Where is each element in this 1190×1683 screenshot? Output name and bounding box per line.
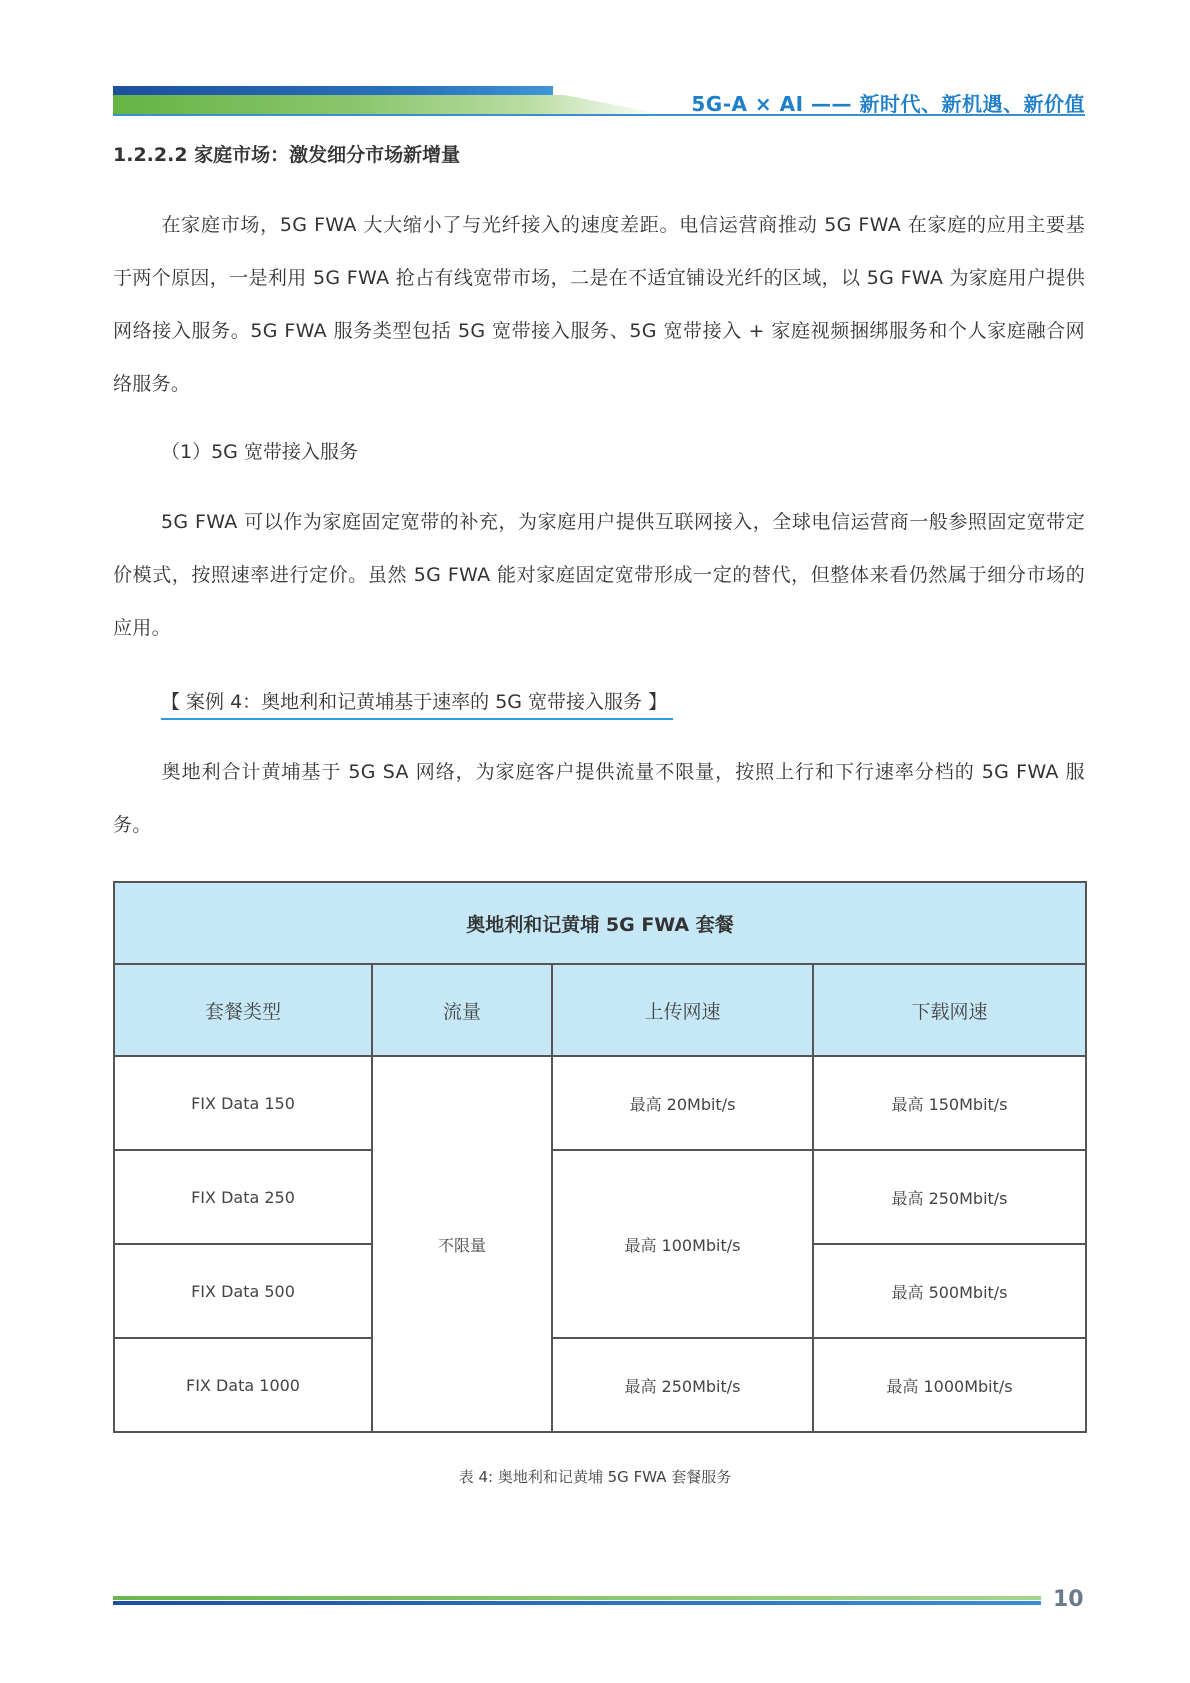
paragraph-fwa-supplement <box>113 496 1085 655</box>
plan-name-cell: FIX Data 1000 <box>114 1338 372 1432</box>
column-header-traffic: 流量 <box>372 964 552 1056</box>
subheading-broadband-service: （1）5G 宽带接入服务 <box>161 441 358 463</box>
paragraph-home-market <box>113 199 1085 411</box>
paragraph-case-description <box>113 746 1085 852</box>
table-row <box>114 1056 1086 1150</box>
header-decoration <box>113 86 663 116</box>
paragraph-text: 在家庭市场，5G FWA 大大缩小了与光纤接入的速度差距。电信运营商推动 5G FWA 在家庭的应用主要基于两个原因，一是利用 5G FWA 抢占有线宽带市场，二是在不适宜铺设光纤的区域，以 5G FWA 为家庭用户提供网络接入服务。5G FWA 服务类型包括 5G 宽带接入服务、5G 宽带接入 + 家庭视频捆绑服务和个人家庭融合网络服务。 <box>113 214 1085 395</box>
table-caption: 表 4: 奥地利和记黄埔 5G FWA 套餐服务 <box>458 1468 732 1486</box>
table-row <box>114 1150 1086 1244</box>
footer-decoration <box>113 1596 1041 1606</box>
paragraph-text: 5G FWA 可以作为家庭固定宽带的补充，为家庭用户提供互联网接入，全球电信运营商一般参照固定宽带定价模式，按照速率进行定价。虽然 5G FWA 能对家庭固定宽带形成一定的替代，但整体来看仍然属于细分市场的应用。 <box>113 511 1085 639</box>
download-speed-cell: 最高 250Mbit/s <box>813 1150 1086 1244</box>
section-heading: 1.2.2.2 家庭市场：激发细分市场新增量 <box>113 144 461 166</box>
paragraph-text: 奥地利合计黄埔基于 5G SA 网络，为家庭客户提供流量不限量，按照上行和下行速率分档的 5G FWA 服务。 <box>113 761 1085 836</box>
footer-blue-rule <box>113 1601 1041 1605</box>
header-blue-band <box>113 86 553 95</box>
table-title: 奥地利和记黄埔 5G FWA 套餐 <box>114 882 1086 964</box>
case-study-title: 【 案例 4：奥地利和记黄埔基于速率的 5G 宽带接入服务 】 <box>161 687 673 720</box>
plan-name-cell: FIX Data 500 <box>114 1244 372 1338</box>
column-header-plan-type: 套餐类型 <box>114 964 372 1056</box>
page-number: 10 <box>1053 1587 1084 1612</box>
column-header-upload: 上传网速 <box>552 964 813 1056</box>
fwa-plan-table <box>113 881 1087 1433</box>
table-row <box>114 1338 1086 1432</box>
column-header-download: 下载网速 <box>813 964 1086 1056</box>
upload-speed-cell: 最高 100Mbit/s <box>552 1150 813 1338</box>
footer-green-rule <box>113 1596 1041 1600</box>
download-speed-cell: 最高 1000Mbit/s <box>813 1338 1086 1432</box>
upload-speed-cell: 最高 20Mbit/s <box>552 1056 813 1150</box>
upload-speed-cell: 最高 250Mbit/s <box>552 1338 813 1432</box>
download-speed-cell: 最高 500Mbit/s <box>813 1244 1086 1338</box>
plan-name-cell: FIX Data 150 <box>114 1056 372 1150</box>
traffic-cell: 不限量 <box>372 1056 552 1432</box>
running-header-title: 5G-A × AI —— 新时代、新机遇、新价值 <box>691 92 1085 116</box>
plan-name-cell: FIX Data 250 <box>114 1150 372 1244</box>
download-speed-cell: 最高 150Mbit/s <box>813 1056 1086 1150</box>
header-green-band <box>113 95 663 114</box>
